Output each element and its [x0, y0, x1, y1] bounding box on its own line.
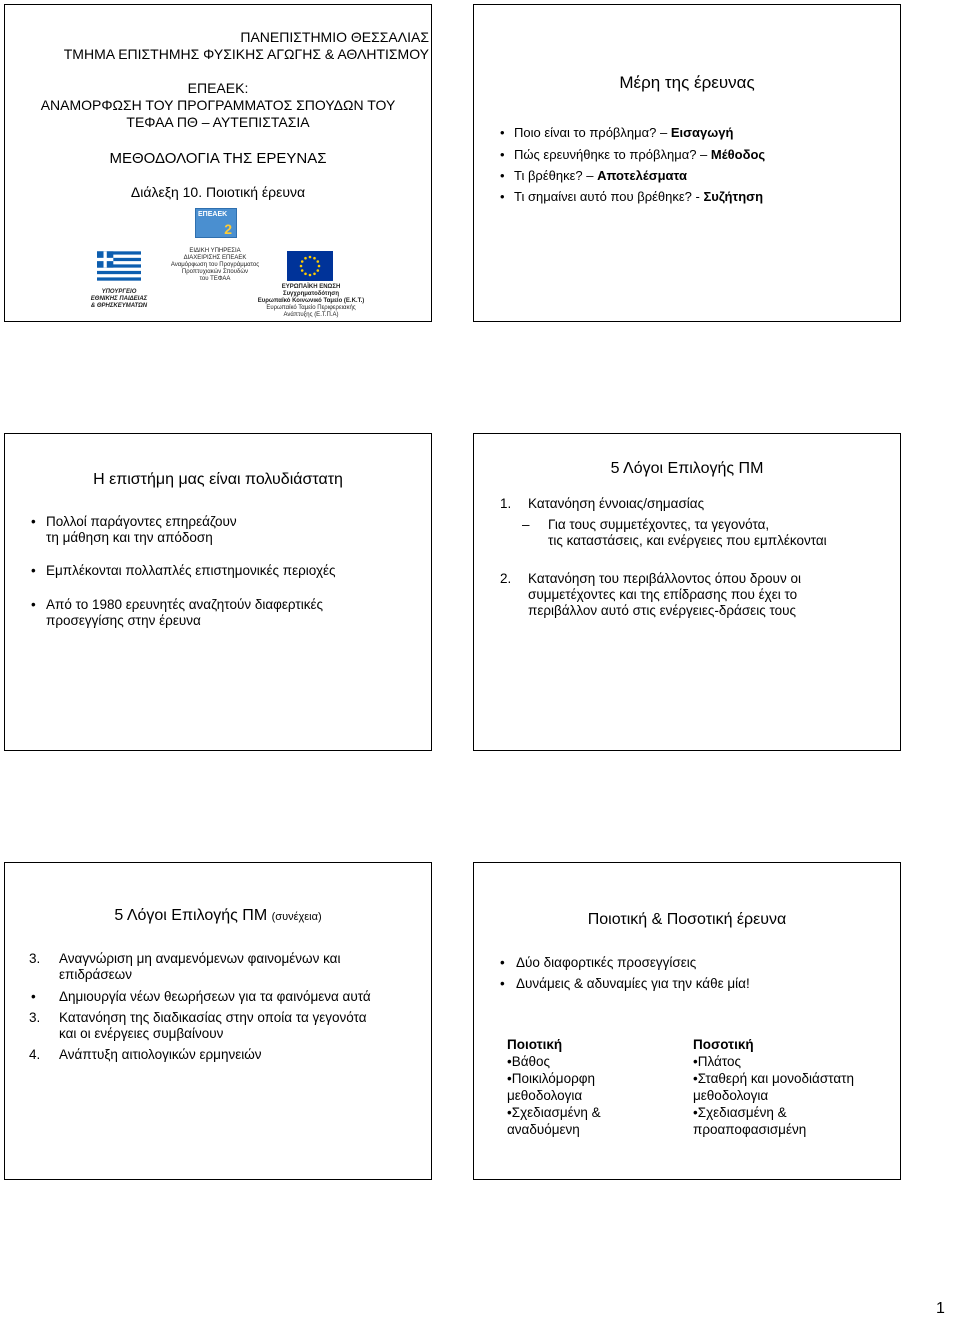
quantitative-line: •Σχεδιασμένη & — [693, 1105, 787, 1120]
answer-text: Συζήτηση — [703, 189, 764, 204]
question-text: Τι βρέθηκε? – — [514, 168, 598, 183]
eu-line: Ευρωπαϊκό Κοινωνικό Ταμείο (Ε.Κ.Τ.) — [257, 298, 365, 304]
answer-text: Εισαγωγή — [670, 125, 734, 140]
eu-line: ΕΥΡΩΠΑΪΚΗ ΕΝΩΣΗ — [281, 284, 341, 290]
slide-five-reasons — [473, 433, 901, 751]
item-number: 1. — [500, 496, 512, 511]
list-item — [500, 189, 763, 204]
list-item — [500, 168, 687, 183]
bullet-item — [500, 955, 696, 971]
quantitative-line: •Σταθερή και μονοδιάστατη — [693, 1071, 854, 1086]
slide-title — [5, 907, 431, 925]
bullet-text-cont: τη μάθηση και την απόδοση — [46, 530, 213, 545]
program-label: ΕΠΕΑΕΚ: — [187, 80, 249, 96]
quantitative-column — [693, 1036, 854, 1138]
qualitative-line: •Ποικιλόμορφη — [507, 1071, 596, 1086]
slide-title: Η επιστήμη μας είναι πολυδιάστατη — [93, 471, 343, 488]
service-line: ΕΙΔΙΚΗ ΥΠΗΡΕΣΙΑ — [189, 248, 241, 254]
bullet-icon: • — [31, 563, 36, 578]
bullet-icon: • — [500, 189, 505, 204]
quantitative-line: προαποφασισμένη — [693, 1122, 807, 1137]
bullet-item — [500, 976, 750, 992]
bullet-text-cont: προσεγγίσης στην έρευνα — [46, 613, 201, 628]
ministry-text — [71, 289, 167, 310]
qualitative-line: αναδυόμενη — [507, 1122, 580, 1137]
qualitative-line: •Βάθος — [507, 1054, 551, 1069]
qualitative-line: μεθοδολογια — [507, 1088, 583, 1103]
bullet-icon: • — [31, 514, 36, 529]
item-text: Αναγνώριση μη αναμενόμενων φαινομένων και — [59, 951, 341, 966]
epeaek-logo — [195, 208, 237, 238]
quantitative-line: μεθοδολογια — [693, 1088, 769, 1103]
slide-qual-quant — [473, 862, 901, 1180]
qualitative-heading: Ποιοτική — [507, 1037, 563, 1052]
item-marker: 3. — [29, 951, 41, 966]
bullet-icon: • — [31, 989, 36, 1004]
item-text: συμμετέχοντες και της επίδρασης που έχει το — [528, 587, 798, 602]
qualitative-column — [507, 1036, 601, 1138]
answer-text: Μέθοδος — [710, 147, 766, 162]
service-line: ΔΙΑΧΕΙΡΙΣΗΣ ΕΠΕΑΕΚ — [183, 255, 247, 261]
program-line-1: ΑΝΑΜΟΡΦΩΣΗ ΤΟΥ ΠΡΟΓΡΑΜΜΑΤΟΣ ΣΠΟΥΔΩΝ ΤΟΥ — [40, 97, 396, 113]
slide-research-parts — [473, 4, 901, 322]
bullet-text: Από το 1980 ερευνητές αναζητούν διαφερτικές — [46, 597, 324, 612]
sub-item — [522, 517, 827, 549]
bullet-icon: • — [500, 147, 505, 162]
bullet-icon: • — [500, 168, 505, 183]
eu-line: Ευρωπαϊκό Ταμείο Περιφερειακής — [266, 305, 356, 311]
slide-title — [4, 4, 432, 322]
quantitative-heading: Ποσοτική — [693, 1037, 754, 1052]
eu-line: Ανάπτυξης (Ε.Τ.Π.Α) — [283, 312, 339, 318]
slide-title: 5 Λόγοι Επιλογής ΠΜ — [610, 460, 764, 477]
slide-title: Μέρη της έρευνας — [619, 73, 755, 92]
course-title: ΜΕΘΟΔΟΛΟΓΙΑ ΤΗΣ ΕΡΕΥΝΑΣ — [109, 150, 327, 167]
bullet-icon: • — [500, 125, 505, 140]
university-name: ΠΑΝΕΠΙΣΤΗΜΙΟ ΘΕΣΣΑΛΙΑΣ — [240, 29, 429, 45]
service-line: Αναμόρφωση του Προγράμματος — [170, 262, 260, 268]
answer-text: Αποτελέσματα — [597, 168, 687, 183]
question-text: Τι σημαίνει αυτό που βρέθηκε? - — [514, 189, 704, 204]
list-item — [29, 1047, 262, 1063]
list-item — [500, 125, 733, 140]
service-line: του ΤΕΦΑΑ — [199, 276, 231, 282]
bullet-icon: • — [500, 955, 505, 970]
bullet-item — [31, 514, 237, 546]
epeaek-logo-text: ΕΠΕΑΕΚ — [198, 211, 228, 218]
sub-item-text: τις καταστάσεις, και ενέργειες που εμπλέκονται — [548, 533, 827, 548]
ministry-line: ΕΘΝΙΚΗΣ ΠΑΙΔΕΙΑΣ — [90, 296, 148, 302]
numbered-item — [500, 496, 704, 512]
item-text: Κατανόηση του περιβάλλοντος όπου δρουν οι — [528, 571, 801, 586]
list-item — [29, 1010, 367, 1042]
question-text: Πώς ερευνήθηκε το πρόβλημα? – — [514, 147, 711, 162]
bullet-icon: • — [500, 976, 505, 991]
slide-title-suffix: (συνέχεια) — [271, 911, 322, 923]
greek-flag-icon — [97, 251, 141, 281]
department-name: ΤΜΗΜΑ ΕΠΙΣΤΗΜΗΣ ΦΥΣΙΚΗΣ ΑΓΩΓΗΣ & ΑΘΛΗΤΙΣΜΟΥ — [63, 46, 429, 62]
bullet-text: Πολλοί παράγοντες επηρεάζουν — [46, 514, 237, 529]
item-text: επιδράσεων — [59, 967, 132, 982]
qualitative-line: •Σχεδιασμένη & — [507, 1105, 601, 1120]
service-text — [155, 248, 275, 283]
bullet-text: Δυνάμεις & αδυναμίες για την κάθε μία! — [516, 976, 750, 991]
bullet-item — [31, 563, 336, 579]
item-text: Ανάπτυξη αιτιολογικών ερμηνειών — [59, 1047, 262, 1062]
item-text: και οι ενέργειες συμβαίνουν — [59, 1026, 224, 1041]
eu-line: Συγχρηματοδότηση — [282, 291, 340, 297]
slide-five-reasons-cont — [4, 862, 432, 1180]
bullet-text: Δύο διαφορτικές προσεγγίσεις — [516, 955, 697, 970]
item-marker: 3. — [29, 1010, 41, 1025]
bullet-icon: • — [31, 597, 36, 612]
question-text: Ποιο είναι το πρόβλημα? – — [514, 125, 671, 140]
program-line-2: ΤΕΦΑΑ ΠΘ – ΑΥΤΕΠΙΣΤΑΣΙΑ — [126, 114, 310, 130]
quantitative-line: •Πλάτος — [693, 1054, 741, 1069]
slide-multidimensional — [4, 433, 432, 751]
item-marker: 4. — [29, 1047, 41, 1062]
epeaek-logo-number: 2 — [224, 221, 232, 237]
eu-flag-icon — [287, 251, 333, 281]
item-number: 2. — [500, 571, 512, 586]
bullet-item — [31, 597, 323, 629]
sub-item-text: Για τους συμμετέχοντες, τα γεγονότα, — [548, 517, 770, 532]
ministry-line: ΥΠΟΥΡΓΕΙΟ — [101, 289, 137, 295]
list-item — [500, 147, 765, 162]
numbered-item — [500, 571, 801, 619]
service-line: Προπτυχιακών Σπουδών — [181, 269, 249, 275]
lecture-title: Διάλεξη 10. Ποιοτική έρευνα — [130, 184, 306, 200]
dash-icon: – — [522, 517, 530, 532]
page-number: 1 — [936, 1300, 945, 1317]
bullet-text: Εμπλέκονται πολλαπλές επιστημονικές περιοχές — [46, 563, 336, 578]
ministry-line: & ΘΡΗΣΚΕΥΜΑΤΩΝ — [90, 303, 148, 309]
item-text: Κατανόηση έννοιας/σημασίας — [528, 496, 705, 511]
list-item — [29, 989, 371, 1005]
eu-text — [243, 284, 379, 319]
item-text: περιβάλλον αυτό στις ενέργειες-δράσεις τους — [528, 603, 796, 618]
slide-title-text: 5 Λόγοι Επιλογής ΠΜ — [114, 907, 268, 924]
item-text: Δημιουργία νέων θεωρήσεων για τα φαινόμενα αυτά — [59, 989, 371, 1004]
slide-title: Ποιοτική & Ποσοτική έρευνα — [587, 911, 787, 928]
item-text: Κατανόηση της διαδικασίας στην οποία τα γεγονότα — [59, 1010, 367, 1025]
list-item — [29, 951, 340, 983]
